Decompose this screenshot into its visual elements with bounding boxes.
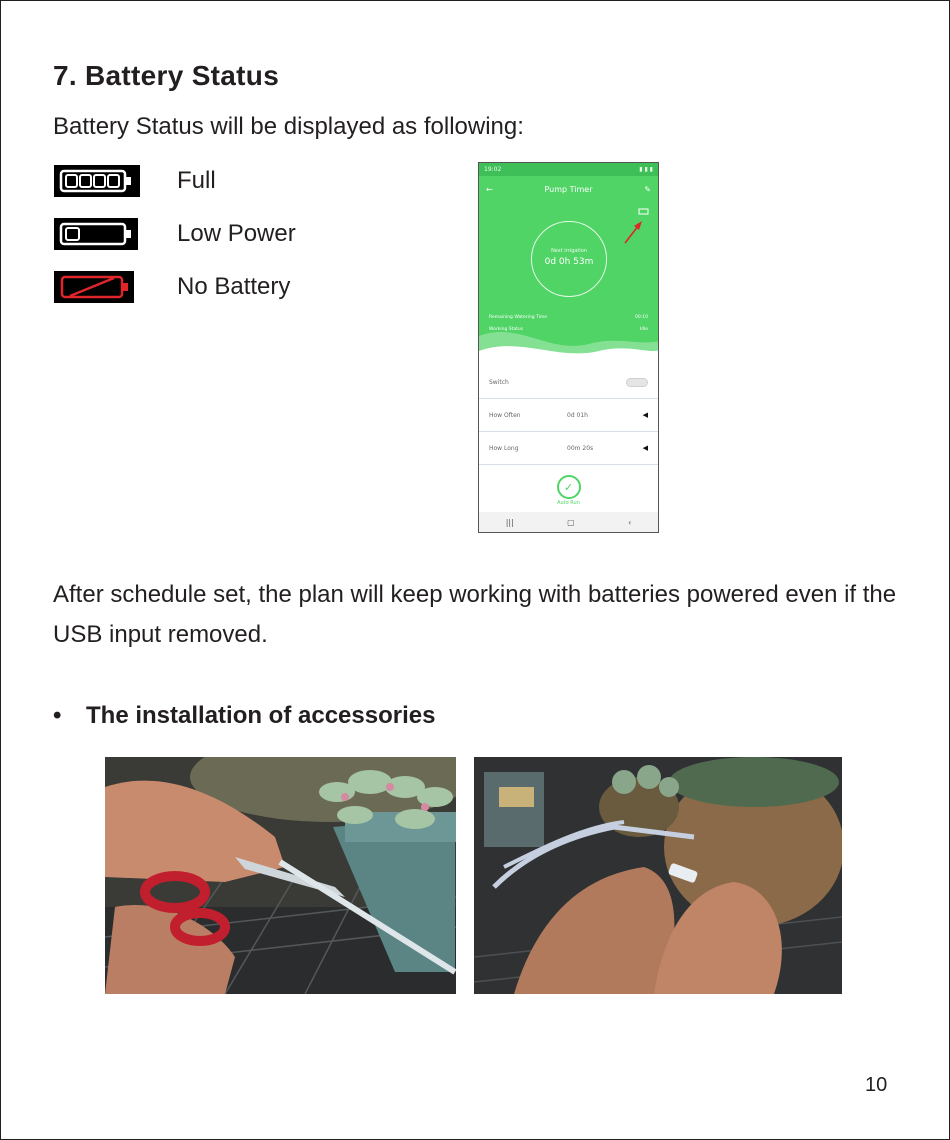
battery-full-icon xyxy=(54,165,140,197)
legend-label-none: No Battery xyxy=(177,273,291,300)
recent-apps-icon[interactable]: ||| xyxy=(505,517,514,527)
auto-run-label: Auto Run xyxy=(557,500,580,506)
signal-icon: ▮ ▮ ▮ xyxy=(639,166,653,173)
how-long-label: How Long xyxy=(489,444,519,452)
legend-label-low: Low Power xyxy=(177,220,296,247)
how-often-row[interactable] xyxy=(479,399,658,432)
phone-screenshot xyxy=(478,162,659,533)
info-row-remaining xyxy=(489,315,648,320)
how-long-row[interactable] xyxy=(479,432,658,465)
check-icon: ✓ xyxy=(557,475,581,499)
auto-run-button[interactable] xyxy=(479,475,658,506)
back-arrow-icon[interactable]: ← xyxy=(486,184,493,194)
switch-row[interactable] xyxy=(479,366,658,399)
countdown-circle xyxy=(531,221,607,297)
edit-icon[interactable]: ✎ xyxy=(644,184,651,194)
info-value: 00:10 xyxy=(635,315,648,320)
legend-row-low xyxy=(54,217,296,251)
info-label: Remaining Watering Time xyxy=(489,315,548,320)
usb-paragraph: After schedule set, the plan will keep working with batteries powered even if the USB input removed. xyxy=(53,581,897,648)
phone-status-bar xyxy=(479,163,658,176)
legend-row-none xyxy=(54,270,291,304)
intro-text: Battery Status will be displayed as following: xyxy=(53,113,524,140)
how-long-value: 00m 20s xyxy=(567,444,594,452)
info-value: Idle xyxy=(639,327,648,332)
switch-label: Switch xyxy=(489,378,509,386)
phone-battery-icon xyxy=(639,209,648,214)
phone-nav-bar xyxy=(479,512,658,532)
speaker-icon: ◀ xyxy=(642,444,648,452)
legend-row-full xyxy=(54,164,216,198)
circle-label: Next irrigation xyxy=(551,248,587,254)
back-icon[interactable]: ‹ xyxy=(628,517,632,527)
phone-screen-title: Pump Timer xyxy=(544,184,593,194)
legend-label-full: Full xyxy=(177,167,216,194)
photo-attaching-connector xyxy=(474,757,842,994)
phone-hero xyxy=(479,176,658,366)
accessories-heading-text: The installation of accessories xyxy=(86,702,436,729)
section-title: 7. Battery Status xyxy=(53,60,280,91)
battery-low-icon xyxy=(54,218,138,250)
home-icon[interactable]: ▢ xyxy=(567,517,575,527)
switch-toggle[interactable] xyxy=(626,378,648,387)
page-number: 10 xyxy=(865,1074,888,1096)
info-row-status xyxy=(489,327,648,332)
battery-none-icon xyxy=(54,271,134,303)
info-label: Working Status xyxy=(489,327,524,332)
countdown-value: 0d 0h 53m xyxy=(544,257,594,267)
bullet-dot: • xyxy=(53,702,62,729)
how-often-label: How Often xyxy=(489,411,521,419)
photo-cutting-tube xyxy=(105,757,456,994)
phone-time: 19:02 xyxy=(484,166,502,173)
how-often-value: 0d 01h xyxy=(567,411,588,419)
speaker-icon: ◀ xyxy=(642,411,648,419)
accessories-heading xyxy=(53,702,435,730)
